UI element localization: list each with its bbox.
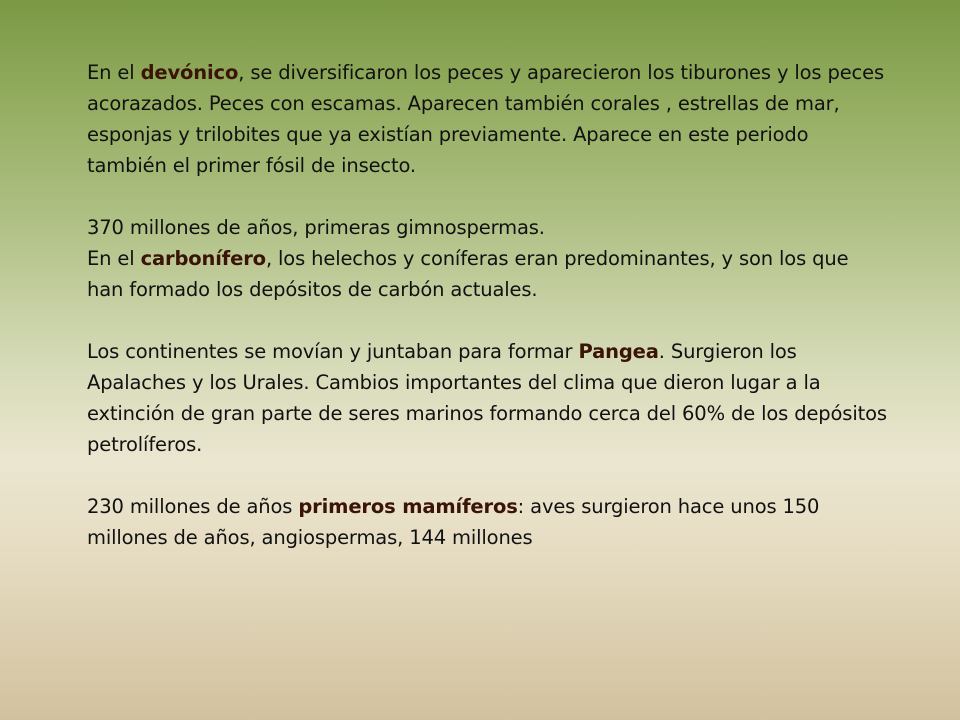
term-devonico: devónico xyxy=(140,61,239,84)
text-segment: , los helechos y coníferas eran predominantes, y son los que han formado los depósitos de carbón actuales. xyxy=(87,247,849,301)
text-segment: : aves surgieron hace unos 150 millones de años, angiospermas, 144 millones xyxy=(87,495,820,549)
text-segment: En el xyxy=(87,61,141,84)
paragraph-devonico xyxy=(87,57,887,181)
term-primeros-mamiferos: primeros mamíferos xyxy=(298,495,518,518)
paragraph-gimnospermas xyxy=(87,212,887,243)
text-segment: 370 millones de años, primeras gimnospermas. xyxy=(87,216,545,239)
text-segment: . Surgieron los Apalaches y los Urales. Cambios importantes del clima que dieron lugar a la extinción de gran parte de seres marinos formando cerca del 60% de los depósitos petrolíferos. xyxy=(87,340,887,456)
paragraph-pangea xyxy=(87,336,887,460)
text-segment: 230 millones de años xyxy=(87,495,299,518)
term-carbonifero: carbonífero xyxy=(140,247,266,270)
paragraph-carbonifero xyxy=(87,243,887,305)
term-pangea: Pangea xyxy=(578,340,659,363)
slide-text-body xyxy=(87,57,887,553)
text-segment: , se diversificaron los peces y aparecieron los tiburones y los peces acorazados. Peces con escamas. Aparecen también corales , estrellas de mar, esponjas y trilobites que ya existían previamente. Aparece en este periodo también el primer fósil de insecto. xyxy=(87,61,884,177)
text-segment: Los continentes se movían y juntaban para formar xyxy=(87,340,579,363)
text-segment: En el xyxy=(87,247,141,270)
paragraph-mamiferos xyxy=(87,491,887,553)
